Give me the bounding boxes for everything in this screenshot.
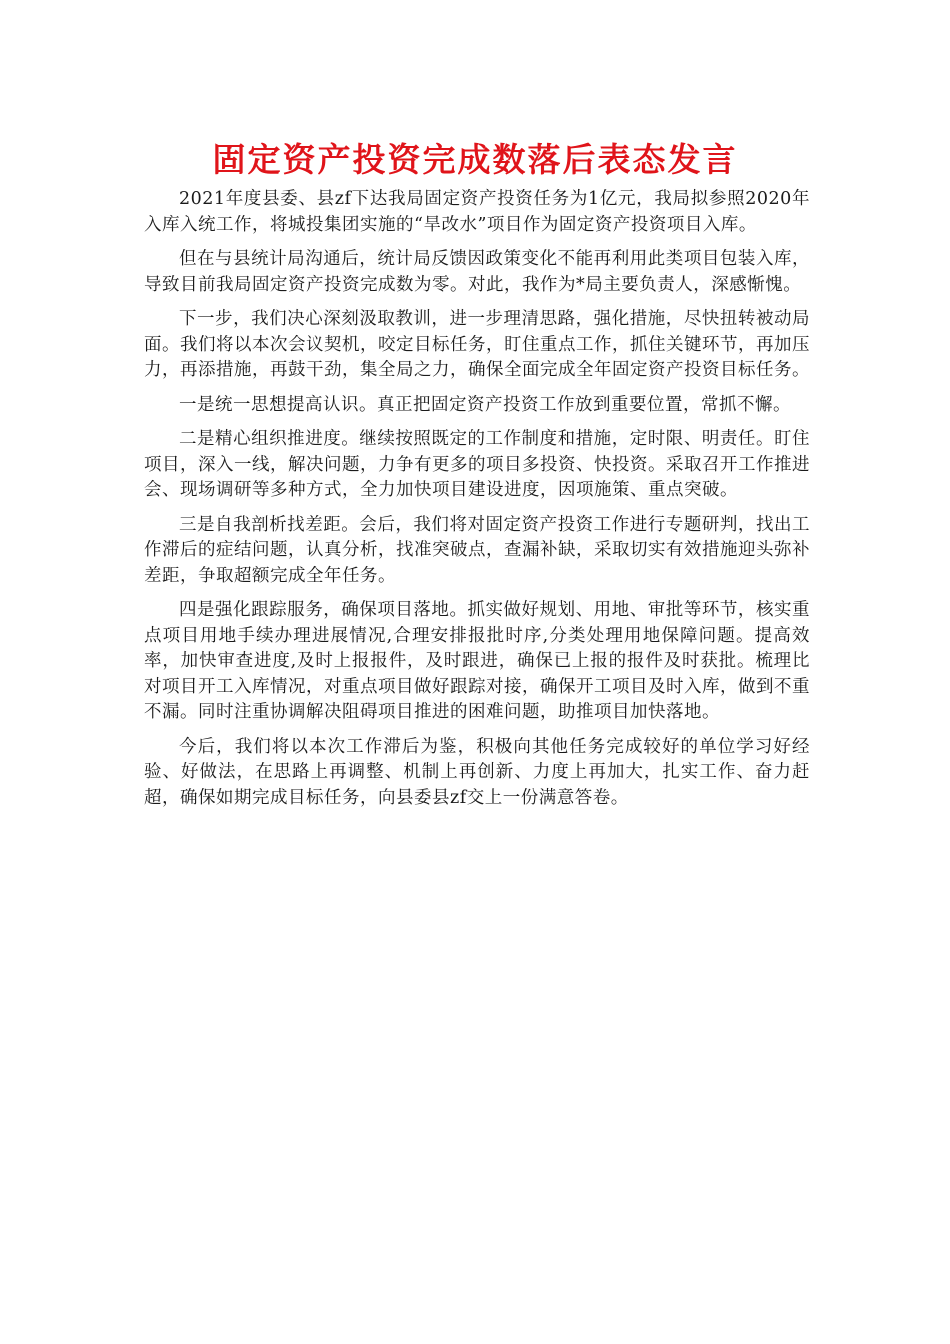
paragraph: 三是自我剖析找差距。会后，我们将对固定资产投资工作进行专题研判，找出工作滞后的症结问题，认真分析，找准突破点，查漏补缺，采取切实有效措施迎头弥补差距，争取超额完成全年任务。: [144, 514, 810, 586]
paragraph: 但在与县统计局沟通后，统计局反馈因政策变化不能再利用此类项目包装入库，导致目前我局固定资产投资完成数为零。对此，我作为*局主要负责人，深感惭愧。: [144, 249, 810, 295]
paragraph: 二是精心组织推进度。继续按照既定的工作制度和措施，定时限、明责任。盯住项目，深入一线，解决问题，力争有更多的项目多投资、快投资。采取召开工作推进会、现场调研等多种方式，全力加快项目建设进度，因项施策、重点突破。: [144, 429, 810, 500]
paragraph: 一是统一思想提高认识。真正把固定资产投资工作放到重要位置，常抓不懈。: [179, 394, 791, 415]
paragraph: 今后，我们将以本次工作滞后为鉴，积极向其他任务完成较好的单位学习好经验、好做法，在思路上再调整、机制上再创新、力度上再加大，扎实工作、奋力赶超，确保如期完成目标任务，向县委县zf交上一份满意答卷。: [144, 736, 810, 808]
paragraph: 四是强化跟踪服务，确保项目落地。抓实做好规划、用地、审批等环节，核实重点项目用地手续办理进展情况,合理安排报批时序,分类处理用地保障问题。提高效率，加快审查进度,及时上报报件，及时跟进，确保已上报的报件及时获批。梳理比对项目开工入库情况，对重点项目做好跟踪对接，确保开工项目及时入库，做到不重不漏。同时注重协调解决阻碍项目推进的困难问题，助推项目加快落地。: [144, 600, 810, 722]
paragraph: 下一步，我们决心深刻汲取教训，进一步理清思路，强化措施，尽快扭转被动局面。我们将以本次会议契机，咬定目标任务，盯住重点工作，抓住关键环节，再加压力，再添措施，再鼓干劲，集全局之力，确保全面完成全年固定资产投资目标任务。: [144, 309, 810, 380]
document-title: 固定资产投资完成数落后表态发言: [212, 140, 738, 179]
document-body: [144, 187, 810, 820]
paragraph: 2021年度县委、县zf下达我局固定资产投资任务为1亿元，我局拟参照2020年入库入统工作，将城投集团实施的“旱改水”项目作为固定资产投资项目入库。: [144, 189, 810, 235]
